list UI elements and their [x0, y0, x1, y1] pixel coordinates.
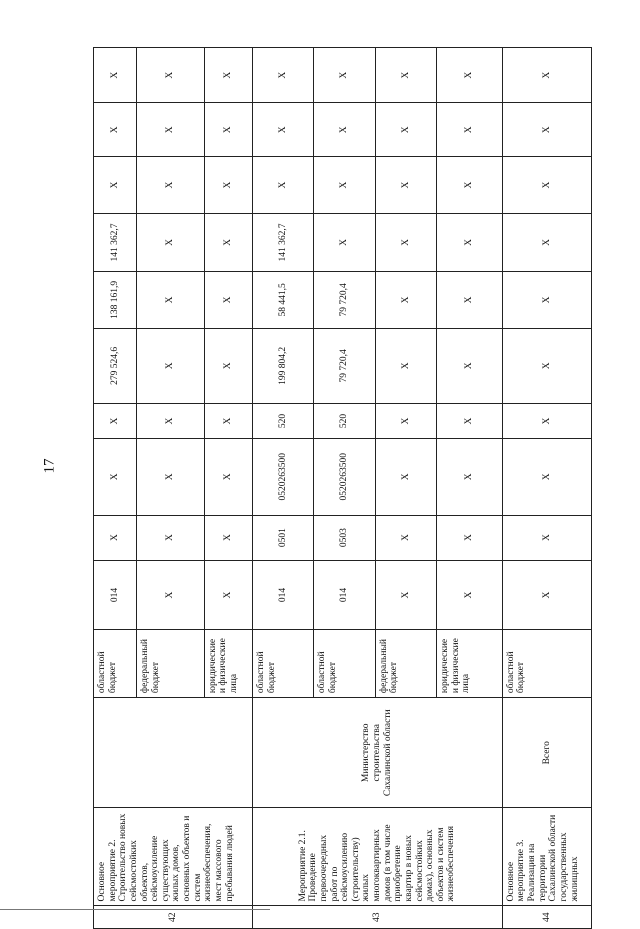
- value-cell-y4: Х: [375, 157, 436, 213]
- value-cell-rzpr: Х: [204, 515, 252, 560]
- value-cell-csr: 0520263500: [253, 438, 314, 515]
- value-cell-y4: Х: [94, 157, 137, 213]
- funding-source-cell: областной бюджет: [94, 630, 137, 698]
- row-number-cell: 44: [502, 906, 591, 929]
- value-cell-grbs: Х: [375, 560, 436, 630]
- measure-name-cell: Основное мероприятие 3. Реализация на территории Сахалинской области государственных жилищных: [502, 808, 591, 906]
- value-cell-rzpr: Х: [94, 515, 137, 560]
- value-cell-rzpr: Х: [137, 515, 204, 560]
- value-cell-vr: 520: [253, 404, 314, 439]
- value-cell-y5: Х: [375, 103, 436, 157]
- rotated-budget-table: [93, 47, 592, 929]
- value-cell-y2: 79 720,4: [314, 272, 375, 328]
- value-cell-y5: Х: [137, 103, 204, 157]
- value-cell-y5: Х: [204, 103, 252, 157]
- value-cell-y6: Х: [314, 48, 375, 103]
- value-cell-y6: Х: [375, 48, 436, 103]
- value-cell-rzpr: Х: [437, 515, 503, 560]
- value-cell-y2: 138 161,9: [94, 272, 137, 328]
- value-cell-rzpr: Х: [375, 515, 436, 560]
- value-cell-csr: Х: [137, 438, 204, 515]
- value-cell-y3: 141 362,7: [253, 213, 314, 272]
- value-cell-vr: Х: [375, 404, 436, 439]
- value-cell-grbs: Х: [437, 560, 503, 630]
- value-cell-y4: Х: [437, 157, 503, 213]
- page-number: 17: [41, 458, 58, 474]
- value-cell-y3: Х: [502, 213, 591, 272]
- value-cell-y2: Х: [375, 272, 436, 328]
- value-cell-y3: Х: [375, 213, 436, 272]
- value-cell-grbs: 014: [94, 560, 137, 630]
- funding-source-cell: юридические и физические лица: [437, 630, 503, 698]
- budget-table: [93, 47, 592, 929]
- measure-name-cell: Мероприятие 2.1. Проведение первоочередных работ по сейсмоусилению (строительству) жилых многоквартирных домов (в том числе приобретение квартир в новых сейсмостойких домах), основных объектов и систем жизнеобеспечения: [253, 808, 503, 906]
- value-cell-y1: Х: [375, 328, 436, 403]
- row-number-cell: 42: [94, 906, 253, 929]
- value-cell-y6: Х: [204, 48, 252, 103]
- value-cell-vr: Х: [94, 404, 137, 439]
- value-cell-y2: Х: [137, 272, 204, 328]
- value-cell-y3: Х: [137, 213, 204, 272]
- value-cell-y3: Х: [314, 213, 375, 272]
- value-cell-csr: 0520263500: [314, 438, 375, 515]
- value-cell-y4: Х: [137, 157, 204, 213]
- value-cell-csr: Х: [94, 438, 137, 515]
- funding-source-cell: областной бюджет: [253, 630, 314, 698]
- value-cell-y4: Х: [204, 157, 252, 213]
- value-cell-y1: Х: [437, 328, 503, 403]
- table-row: [502, 48, 591, 929]
- executor-cell: Министерство строительства Сахалинской области: [253, 698, 503, 808]
- row-number-cell: 43: [253, 906, 503, 929]
- table-body: [94, 48, 592, 929]
- funding-source-cell: юридические и физические лица: [204, 630, 252, 698]
- value-cell-grbs: 014: [253, 560, 314, 630]
- funding-source-cell: федеральный бюджет: [375, 630, 436, 698]
- value-cell-rzpr: 0501: [253, 515, 314, 560]
- value-cell-y2: Х: [437, 272, 503, 328]
- value-cell-grbs: 014: [314, 560, 375, 630]
- value-cell-y2: 58 441,5: [253, 272, 314, 328]
- value-cell-y4: Х: [502, 157, 591, 213]
- value-cell-y3: 141 362,7: [94, 213, 137, 272]
- value-cell-y3: Х: [437, 213, 503, 272]
- measure-name-cell: Основное мероприятие 2. Строительство новых сейсмостойких объектов, сейсмоусиление существующих жилых домов, основных объектов и систем жизнеобеспечения, мест массового пребывания людей: [94, 808, 253, 906]
- value-cell-y6: Х: [253, 48, 314, 103]
- value-cell-y5: Х: [253, 103, 314, 157]
- value-cell-vr: Х: [437, 404, 503, 439]
- value-cell-grbs: Х: [502, 560, 591, 630]
- funding-source-cell: федеральный бюджет: [137, 630, 204, 698]
- value-cell-y1: 79 720,4: [314, 328, 375, 403]
- value-cell-y6: Х: [437, 48, 503, 103]
- value-cell-y5: Х: [502, 103, 591, 157]
- funding-source-cell: областной бюджет: [314, 630, 375, 698]
- value-cell-csr: Х: [502, 438, 591, 515]
- executor-cell: Всего: [502, 698, 591, 808]
- value-cell-y6: Х: [137, 48, 204, 103]
- value-cell-grbs: Х: [137, 560, 204, 630]
- value-cell-y6: Х: [502, 48, 591, 103]
- value-cell-y1: 199 804,2: [253, 328, 314, 403]
- value-cell-y1: Х: [204, 328, 252, 403]
- value-cell-csr: Х: [437, 438, 503, 515]
- value-cell-y4: Х: [314, 157, 375, 213]
- value-cell-y1: 279 524,6: [94, 328, 137, 403]
- value-cell-y5: Х: [437, 103, 503, 157]
- table-row: [253, 48, 314, 929]
- value-cell-csr: Х: [204, 438, 252, 515]
- value-cell-rzpr: Х: [502, 515, 591, 560]
- value-cell-vr: Х: [204, 404, 252, 439]
- value-cell-csr: Х: [375, 438, 436, 515]
- table-row: [94, 48, 137, 929]
- value-cell-y5: Х: [94, 103, 137, 157]
- value-cell-vr: Х: [502, 404, 591, 439]
- footnote-rule: [0, 909, 270, 910]
- value-cell-y5: Х: [314, 103, 375, 157]
- value-cell-y1: Х: [502, 328, 591, 403]
- value-cell-y2: Х: [502, 272, 591, 328]
- value-cell-rzpr: 0503: [314, 515, 375, 560]
- value-cell-y6: Х: [94, 48, 137, 103]
- value-cell-vr: Х: [137, 404, 204, 439]
- value-cell-grbs: Х: [204, 560, 252, 630]
- value-cell-y2: Х: [204, 272, 252, 328]
- value-cell-y3: Х: [204, 213, 252, 272]
- value-cell-y4: Х: [253, 157, 314, 213]
- executor-cell: [94, 698, 253, 808]
- funding-source-cell: областной бюджет: [502, 630, 591, 698]
- value-cell-vr: 520: [314, 404, 375, 439]
- value-cell-y1: Х: [137, 328, 204, 403]
